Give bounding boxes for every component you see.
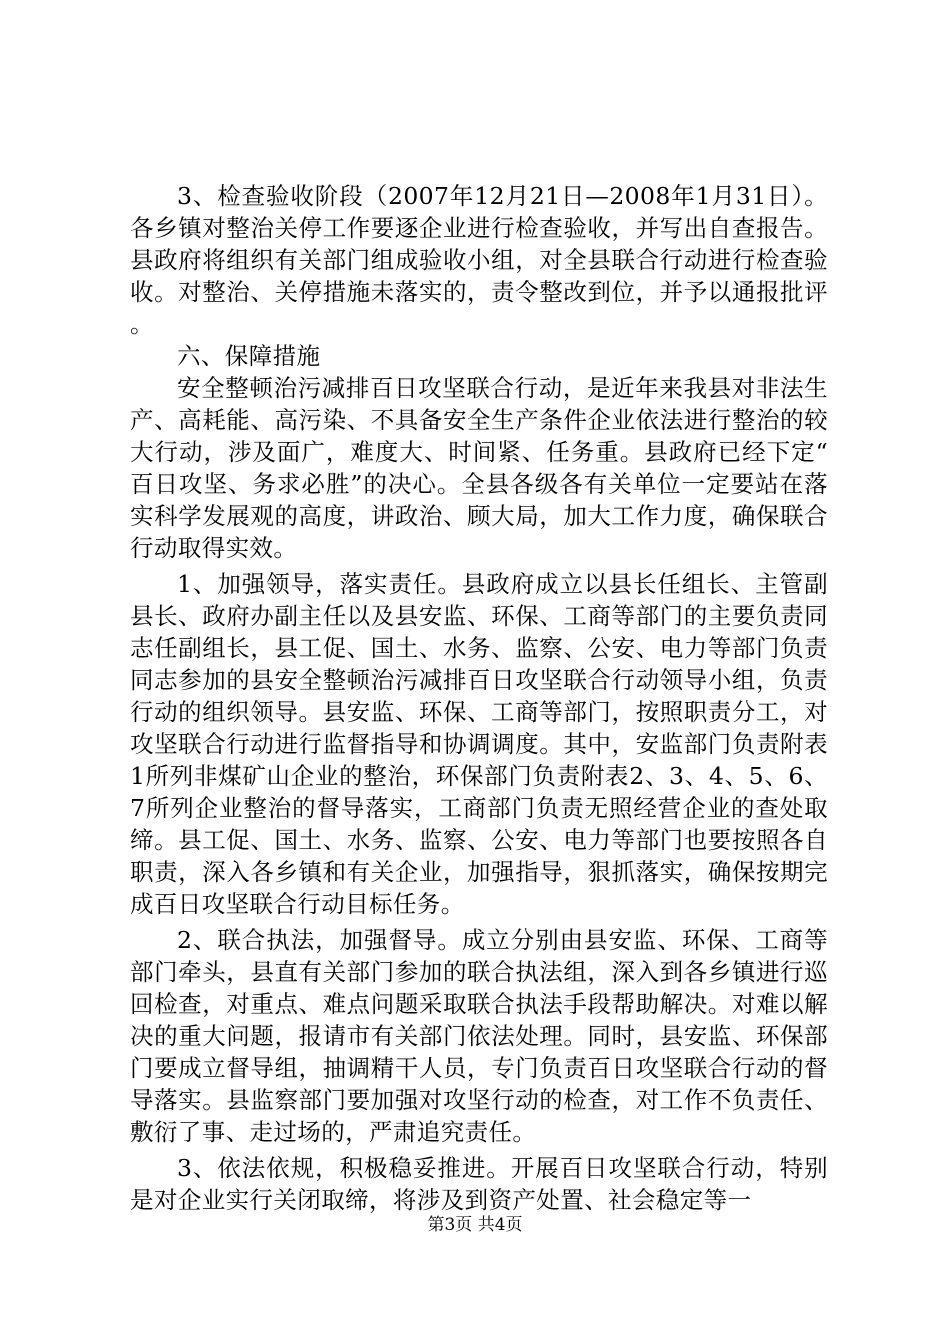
paragraph-lawful-progress: 3、依法依规，积极稳妥推进。开展百日攻坚联合行动，特别是对企业实行关闭取缔，将涉及到资产处置、社会稳定等一: [130, 1154, 828, 1214]
paragraph-leadership: 1、加强领导，落实责任。县政府成立以县长任组长、主管副县长、政府办副主任以及县安监、环保、工商等部门的主要负责同志任副组长，县工促、国土、水务、监察、公安、电力等部门负责同志参加的县安全整顿治污减排百日攻坚联合行动领导小组，负责行动的组织领导。县安监、环保、工商等部门，按照职责分工，对攻坚联合行动进行监督指导和协调调度。其中，安监部门负责附表1所列非煤矿山企业的整治，环保部门负责附表2、3、4、5、6、7所列企业整治的督导落实，工商部门负责无照经营企业的查处取缔。县工促、国土、水务、监察、公安、电力等部门也要按照各自职责，深入各乡镇和有关企业，加强指导，狠抓落实，确保按期完成百日攻坚联合行动目标任务。: [130, 570, 828, 918]
paragraph-safeguards-intro: 安全整顿治污减排百日攻坚联合行动，是近年来我县对非法生产、高耗能、高污染、不具备安全生产条件企业依法进行整治的较大行动，涉及面广，难度大、时间紧、任务重。县政府已经下定“百日攻坚、务求必胜”的决心。全县各级各有关单位一定要站在落实科学发展观的高度，讲政治、顾大局，加大工作力度，确保联合行动取得实效。: [130, 374, 828, 562]
paragraph-joint-enforcement: 2、联合执法，加强督导。成立分别由县安监、环保、工商等部门牵头，县直有关部门参加的联合执法组，深入到各乡镇进行巡回检查，对重点、难点问题采取联合执法手段帮助解决。对难以解决的重大问题，报请市有关部门依法处理。同时，县安监、环保部门要成立督导组，抽调精干人员，专门负责百日攻坚联合行动的督导落实。县监察部门要加强对攻坚行动的检查，对工作不负责任、敷衍了事、走过场的，严肃追究责任。: [130, 926, 828, 1146]
section-heading-safeguards: 六、保障措施: [177, 342, 321, 370]
paragraph-inspection-stage: 3、检查验收阶段（2007年12月21日—2008年1月31日）。各乡镇对整治关停工作要逐企业进行检查验收，并写出自查报告。县政府将组织有关部门组成验收小组，对全县联合行动进行检查验收。对整治、关停措施未落实的，责令整改到位，并予以通报批评。: [130, 182, 828, 338]
document-body: [130, 180, 828, 1216]
page-number-footer: 第3页 共4页: [427, 1215, 523, 1235]
